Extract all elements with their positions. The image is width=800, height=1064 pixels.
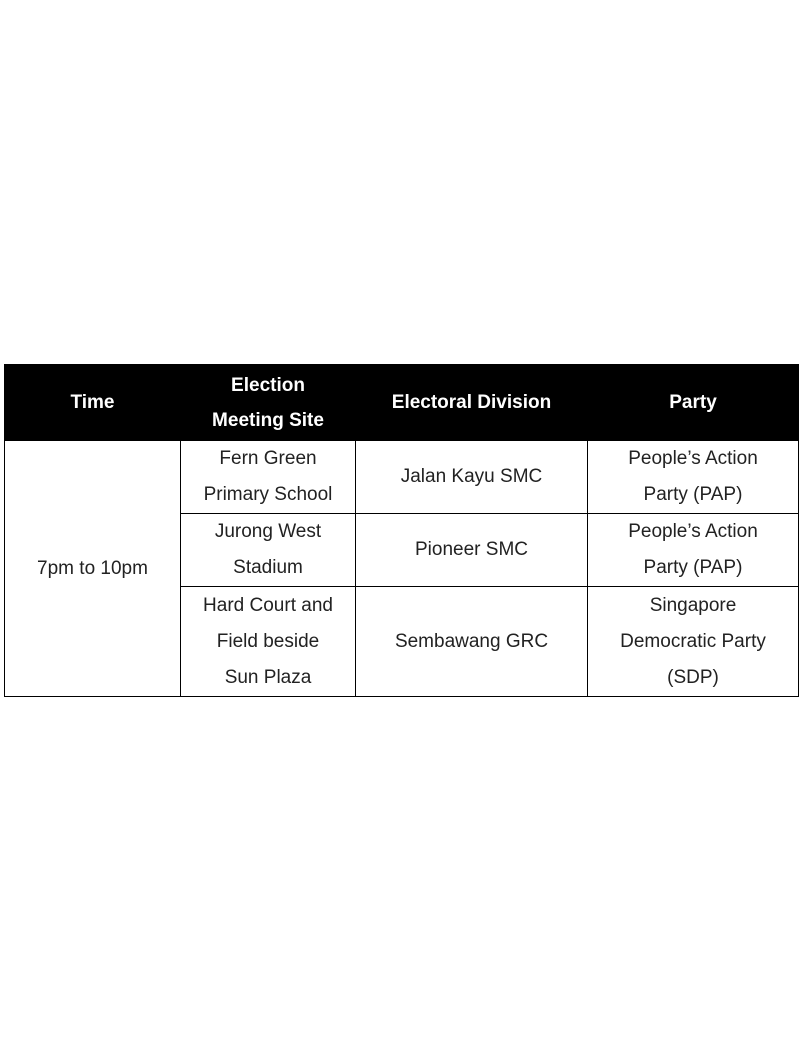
party-cell: People’s Action Party (PAP) [588, 514, 799, 587]
time-cell: 7pm to 10pm [5, 441, 181, 697]
header-party: Party [588, 365, 799, 441]
electoral-division-cell: Pioneer SMC [356, 514, 588, 587]
meeting-site-cell: Hard Court and Field beside Sun Plaza [181, 587, 356, 697]
header-row [5, 365, 799, 441]
electoral-division-cell: Jalan Kayu SMC [356, 441, 588, 514]
meeting-site-cell: Fern Green Primary School [181, 441, 356, 514]
party-cell: People’s Action Party (PAP) [588, 441, 799, 514]
electoral-division-cell: Sembawang GRC [356, 587, 588, 697]
header-electoral-division: Electoral Division [356, 365, 588, 441]
party-cell: Singapore Democratic Party (SDP) [588, 587, 799, 697]
header-meeting-site: Election Meeting Site [181, 365, 356, 441]
header-time: Time [5, 365, 181, 441]
table-row [5, 441, 799, 514]
table-body [5, 441, 799, 697]
election-meeting-schedule-table [4, 364, 799, 697]
meeting-site-cell: Jurong West Stadium [181, 514, 356, 587]
table-header [5, 365, 799, 441]
